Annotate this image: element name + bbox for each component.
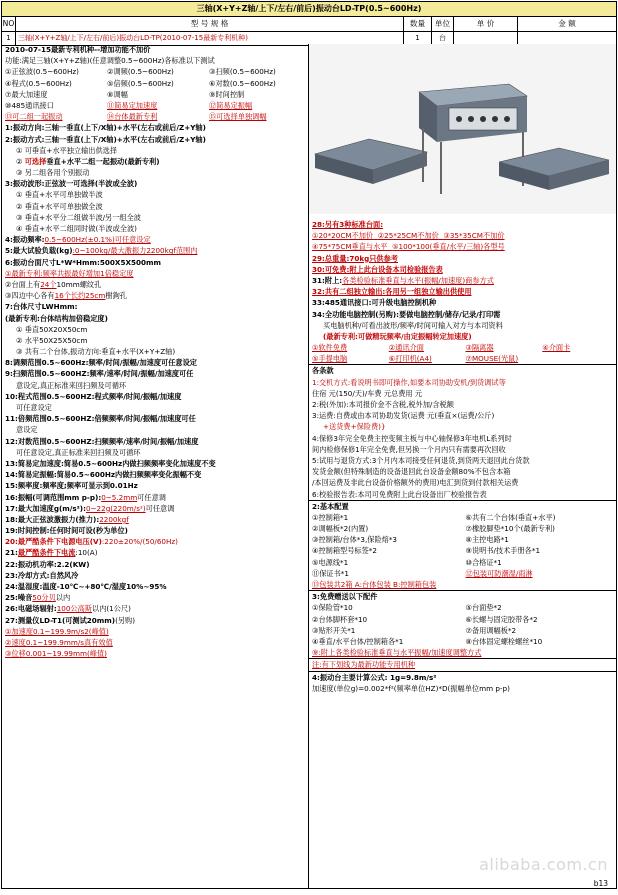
spec-20: 20:最严酷条件下电源电压(V):220±20%/(50/60Hz) [5, 537, 178, 547]
spec-7: 7:台体尺寸LWHmm: [5, 302, 78, 312]
spec-2c: ③ 另二组各用个别振动 [16, 168, 90, 178]
function-row [2, 78, 308, 89]
spec-27e: ③位移0.001~19.99mm(峰值) [5, 649, 107, 659]
config-item: ④控制箱型号标签*2 [312, 546, 377, 556]
function-row [2, 111, 308, 122]
spec-27: 27:测量仪LD-T1(可测试20mm)(另购) [5, 615, 136, 625]
pc-option: ③隔离器 [465, 343, 494, 353]
spec-34c: (最新专利:可做精玩频率/由定振幅转定加速度) [323, 331, 472, 341]
sheet-body [2, 44, 616, 888]
spec-27d: ②速度0.1~199.9mm/s真有效值 [5, 637, 113, 647]
term-4: 4:保修3年完全免费主控变频主板与中心轴保修3年电机L系列时 [312, 433, 512, 443]
spec-12: 12:对数范围0.5~600HZ:扫频频率/速率/时间/振幅/加速度 [5, 436, 199, 446]
function-row [2, 89, 308, 100]
free-accessories-heading: 3:免费赠送以下配件 [309, 590, 616, 602]
formula-heading: 4:振动台主要计算公式: 1g=9.8m/s² [309, 671, 616, 683]
function-item: ⑩485通讯接口 [5, 100, 54, 110]
accessory-item: ③贴形开关*1 [312, 625, 356, 635]
function-item: ④程式(0.5~600Hz) [5, 78, 72, 88]
left-column [2, 44, 309, 888]
spec-18: 18:最大正弦波激振力(推力):2200kgf [5, 514, 129, 524]
right-column [309, 44, 616, 888]
term-1b: 住宿 元(150/天)/车费 元总费用 元 [312, 388, 423, 398]
spec-11b: 意设定 [16, 425, 38, 435]
config-item: ⑨说明书/技术手册各*1 [465, 546, 541, 556]
spec-23: 23:冷却方式:自然风冷 [5, 570, 79, 580]
spec-3: 3:振动波形:正弦波一可选择(半波或全波) [5, 179, 138, 189]
col-qty: 数量 [404, 17, 432, 31]
spec-7c: ② 水平50X25X50cm [16, 335, 88, 345]
col-unit: 单位 [432, 17, 454, 31]
config-item: ⑤电源线*1 [312, 557, 349, 567]
term-3: 3:运费:自费或由本司协助发货(运费 元(垂直×(运费/公斤) [312, 411, 495, 421]
term-6: 6:校验报告表:本司可免费附上此台设备出厂校验报告表 [312, 489, 487, 499]
pc-option: ⑦MOUSE(光鼠) [465, 354, 519, 364]
spec-sheet [1, 1, 617, 889]
accessory-item: ⑥长螺与固定胶带各*2 [465, 614, 538, 624]
function-item: ③扫频(0.5~600Hz) [209, 67, 276, 77]
spec-31: 31:附上:各类检验标准垂直与水平(振幅/加速度)商参方式 [312, 275, 494, 285]
free-accessories-list [309, 602, 616, 647]
function-item: ⑭台体最新专利 [107, 112, 158, 122]
sheet-title: 三轴(X+Y+Z轴/上下/左右/前后)振动台LD-TP(0.5~600Hz) [2, 2, 616, 17]
vibration-table-image [309, 44, 616, 214]
term-5b: 发货金额(但特殊制造的设备退回此台设备金额80%不包含本箱 [312, 467, 511, 477]
item-qty: 1 [404, 32, 432, 45]
spec-7a: (最新专利:台体结构加倍稳定度) [5, 313, 108, 323]
page-number: b13 [593, 879, 608, 888]
config-item: ⑩合格证*1 [465, 557, 502, 567]
note-underline: 注:有下划线为最新功能专用机种 [309, 658, 616, 670]
spec-6: 6:振动台面尺寸L*W*Hmm:500X5X500mm [5, 257, 161, 267]
spec-13: 13:简易定加速度:简易0.5~600Hz内做扫频频率变化加速度不变 [5, 458, 216, 468]
item-name: 三轴(X+Y+Z轴/上下/左右/前后)振动台LD-TP(2010-07-15最新专利机种) [16, 32, 404, 45]
accessory-item: ⑧台体固定螺栓螺丝*10 [465, 636, 543, 646]
term-5: 5:试用与退货方式:3个月内本司接受任何退货,到货两天退回此台货款 [312, 455, 530, 465]
spec-11: 11:倍频范围0.5~600HZ:倍频频率/时间/振幅/加速度可任 [5, 414, 196, 424]
spec-33: 33:485通讯接口:可升级电脑控制机种 [312, 298, 437, 308]
function-item: ⑬可二组一起振动 [5, 112, 63, 122]
spec-7d: ③ 共有二个台体,振动方向:垂直+水平(X+Y+Z轴) [16, 347, 176, 357]
spec-5: 5:最大试验负载(kg):0~100kg/最大激振力2200kgf范围内 [5, 246, 198, 256]
config-item: ⑦橡胶脚垫*10个(最新专利) [465, 524, 555, 534]
spec-28-row2: ④75*75CM垂直与水平 ⑤100*100(垂直/水平/三轴)各型号 [312, 242, 505, 252]
accessory-item: ④垂直/水平台体/控制箱各*1 [312, 636, 404, 646]
config-item: ⑥共有二个台体(垂直+水平) [465, 512, 556, 522]
spec-2b: ② 可选择垂直+水平二组一起振动(最新专利) [16, 156, 160, 166]
term-1: 1:交机方式:看说明书即可操作,如要本司协助安机/到货调试等 [312, 377, 506, 387]
spec-14: 14:简易定振幅:简易0.5~600Hz内做扫频频率变化振幅不变 [5, 470, 202, 480]
function-list [2, 66, 308, 122]
spec-29: 29:总重量:70kg只供参考 [312, 253, 398, 263]
spec-6c: ③四边中心各有16个长约25cm樹鉤孔 [5, 291, 127, 301]
spec-32: 32:共有二组独立输出:各用另一组独立输出供使用 [312, 287, 472, 297]
spec-28: 28:另有3种标准台面: [312, 220, 384, 229]
function-item: ⑧调幅 [107, 89, 128, 99]
watermark-text: alibaba.com.cn [479, 855, 608, 874]
col-spec: 型 号 规 格 [16, 17, 404, 31]
spec-16: 16:振幅(可调范围mm p-p):0~5.2mm可任意调 [5, 492, 166, 502]
intro-function: 功能:满足三轴(X+Y+Z轴)(任意调整0.5~600Hz)各标准以下测试 [5, 56, 215, 66]
function-item: ⑤倍频(0.5~600Hz) [107, 78, 174, 88]
item-unit: 台 [432, 32, 454, 45]
col-no: NO [2, 17, 16, 31]
spec-19: 19:时间控制:任何时间可设(秒为单位) [5, 526, 128, 536]
pc-option: ②通讯介面 [388, 343, 424, 353]
function-row [2, 66, 308, 77]
product-photo [309, 44, 616, 214]
spec-3c: ③ 垂直+水平分二组做半波/另一组全波 [16, 212, 141, 222]
spec-6a: ①最新专利:频率共振最好增加1倍稳定度 [5, 268, 134, 278]
terms-heading: 各条款 [309, 364, 616, 376]
term-5c: /本回运费及非此台设备价格额外的费用)电汇到货到付款相关运费 [312, 478, 519, 488]
config-packing: ⑬包装共2箱 A:台体包装 B:控制箱包装 [312, 580, 437, 589]
function-item: ②调频(0.5~600Hz) [107, 67, 174, 77]
item-no: 1 [2, 32, 16, 45]
pc-options [309, 342, 616, 364]
accessory-item: ①保险管*10 [312, 603, 353, 613]
term-3b: +送货费+保险费)} [323, 422, 386, 432]
spec-3b: ② 垂直+水平可单独做全波 [16, 201, 103, 211]
spec-25: 25:噪音50分贝以内 [5, 593, 71, 603]
spec-28-row1: ①20*20CM不加价 ②25*25CM不加价 ③35*35CM不加价 [312, 231, 505, 241]
spec-8: 8:调频范围0.5~600Hz:频率/时间/振幅/加速度可任意设定 [5, 358, 197, 368]
function-item: ⑮可选择单独调幅 [209, 112, 267, 122]
spec-1: 1:振动方向:三轴一垂直(上下/X轴)+水平(左右或前后/Z+Y轴) [5, 123, 206, 133]
spec-22: 22:振动机功率:2.2(KW) [5, 559, 90, 569]
spec-2a: ① 可垂直+水平独立输出供选择 [16, 145, 118, 155]
pc-option: ⑥打印机(A4) [388, 354, 432, 364]
function-item: ①正弦波(0.5~600Hz) [5, 67, 79, 77]
accessory-item: ⑤台面垫*2 [465, 603, 502, 613]
accessory-item: ⑦备用调幅板*2 [465, 625, 517, 635]
spec-30: 30:可免费:附上此台设备本司检验报告表 [312, 264, 443, 274]
spec-34b: 买电脑机种/可看出波形/频率/时间可输入对方与本司资料 [323, 320, 503, 330]
spec-6b: ②台面上有24个10mm螺纹孔 [5, 279, 102, 289]
term-4b: 间内检修保修1年完全免费,但另换一个月内只有需要再次回收 [312, 444, 506, 454]
function-row [2, 100, 308, 111]
accessory-9: ⑨:附上各类检验标准垂直与水平振幅/加速度调整方式 [312, 648, 482, 658]
pc-option: ①软件免费 [312, 343, 348, 353]
basic-config-heading: 2:基本配置 [309, 500, 616, 512]
spec-7b: ① 垂直50X20X50cm [16, 324, 88, 334]
spec-3d: ④ 垂直+水平二组同时做(半波或全波) [16, 224, 137, 233]
spec-10: 10:程式范围0.5~600HZ:程式频率/时间/振幅/加速度 [5, 391, 182, 401]
spec-34: 34:全功能电脑控制(另购):要做电脑控制/储存/记录/打印需 [312, 309, 501, 319]
function-item: ⑥对数(0.5~600Hz) [209, 78, 276, 88]
spec-24: 24:温湿度:温度-10℃~+80℃/湿度10%~95% [5, 582, 167, 591]
col-amount: 金 额 [558, 19, 576, 28]
function-item: ⑦最大加速度 [5, 89, 48, 99]
spec-4: 4:振动频率:0.5~600Hz(±0.1%)可任意设定 [5, 235, 151, 245]
config-item: ⑪保证书*1 [312, 568, 349, 578]
spec-9b: 意设定,真正标准来回扫频及可循环 [16, 380, 127, 390]
term-2: 2:税(外加):本司报价金不含税,税外加/含税额 [312, 400, 454, 409]
config-item: ③控制箱/台体*3,保险熔*3 [312, 535, 397, 545]
spec-26: 26:电磁场辐射:100公高斯以内(1公尺) [5, 604, 131, 614]
spec-27c: ①加速度0.1~199.9m/s2(峰值) [5, 626, 109, 636]
spec-17: 17:最大加速度g(m/s²):0~22g(220m/s²)可任意调 [5, 503, 175, 513]
intro-heading: 2010-07-15最新专利机种--增加功能不加价 [5, 45, 151, 54]
col-price: 单 价 [454, 17, 518, 31]
config-item: ⑧主控电路*1 [465, 535, 509, 545]
pc-option-row [309, 342, 616, 353]
function-item: ⑫简易定振幅 [209, 100, 253, 110]
function-item: ⑨时间控制 [209, 89, 245, 99]
table-header [2, 17, 616, 32]
basic-config-list [309, 512, 616, 579]
right-text [309, 219, 616, 888]
spec-12b: 可任意设定,真正标准来回扫频及可循环 [16, 447, 141, 457]
spec-3a: ① 垂直+水平可单独做半波 [16, 190, 103, 200]
spec-15: 15:频率度:频率度;频率可显示到0.01Hz [5, 481, 138, 491]
formula-text: 加速度(单位g)=0.002*f²(频率单位HZ)*D(振幅单位mm p-p) [312, 683, 510, 693]
accessory-item: ②台体脚杯套*10 [312, 614, 368, 624]
function-item: ⑪简易定加速度 [107, 100, 158, 110]
spec-10b: 可任意设定 [16, 403, 52, 412]
config-item: ②调幅板*2(内置) [312, 524, 369, 534]
spec-2: 2:振动方式:三轴一垂直(上下/X轴)+水平(左右或前后/Z+Y轴) [5, 134, 206, 144]
spec-21: 21:最严酷条件下电流:10(A) [5, 548, 98, 558]
spec-9: 9:扫频范围0.5~600HZ:频率/速率/时间/振幅/加速度可任 [5, 369, 194, 379]
pc-option: ⑤手提电脑 [312, 354, 348, 364]
config-item: ①控制箱*1 [312, 512, 349, 522]
pc-option: ④介面卡 [542, 343, 571, 353]
config-item: ⑫包装可防潮湿/雨淋 [465, 568, 533, 578]
pc-option-row [309, 353, 616, 364]
